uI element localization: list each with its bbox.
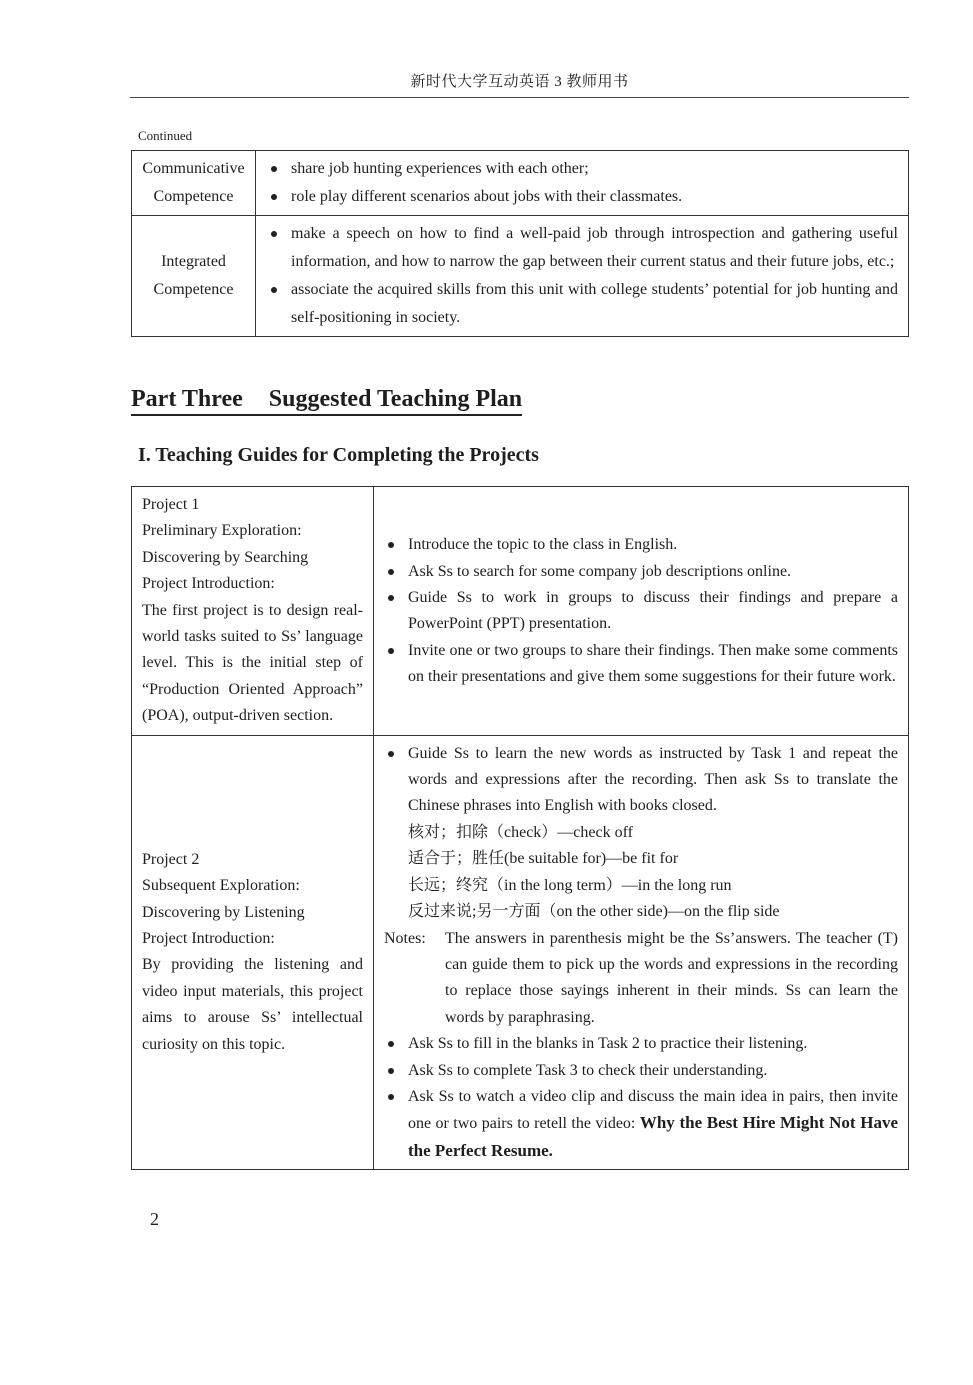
- project-1-intro: [132, 487, 374, 736]
- project-2-intro: [132, 735, 374, 1170]
- bullet-list: [384, 1031, 898, 1165]
- list-item: share job hunting experiences with each other;: [268, 155, 898, 183]
- project-intro-text: The first project is to design real-world tasks suited to Ss’ language level. This is the initial step of “Production Oriented Approach” (POA), output-driven section.: [142, 601, 363, 725]
- competence-label: Communicative Competence: [132, 151, 256, 216]
- notes: [384, 926, 898, 1032]
- list-item: role play different scenarios about jobs with their classmates.: [268, 183, 898, 211]
- page: [131, 72, 909, 1230]
- part-heading: [131, 385, 522, 416]
- table-row: [132, 487, 909, 736]
- project-method: Discovering by Listening: [142, 903, 305, 921]
- list-item: Ask Ss to complete Task 3 to check their understanding.: [384, 1058, 898, 1084]
- section-heading: I. Teaching Guides for Completing the Projects: [138, 444, 539, 466]
- part-label: Part Three: [131, 386, 243, 412]
- list-item: [384, 1084, 898, 1165]
- project-1-steps: [374, 487, 909, 736]
- project-exploration: Preliminary Exploration:: [142, 522, 302, 540]
- notes-label: Notes:: [384, 929, 426, 947]
- projects-table: [131, 486, 909, 1170]
- phrase-item: 反过来说;另一方面（on the other side)—on the flip side: [408, 903, 780, 921]
- list-item: Introduce the topic to the class in English.: [384, 532, 898, 558]
- competence-content: [256, 216, 909, 337]
- table-row: [132, 216, 909, 337]
- video-step-text: Ask Ss to watch a video clip and discuss the main idea in pairs, then invite one or two pairs to retell the video:: [408, 1087, 898, 1133]
- part-title: Suggested Teaching Plan: [268, 386, 523, 412]
- bullet-list: [268, 220, 898, 332]
- continued-label: Continued: [138, 128, 193, 143]
- page-number: 2: [150, 1209, 159, 1230]
- competence-table: [131, 150, 909, 337]
- list-item: Guide Ss to learn the new words as instructed by Task 1 and repeat the words and expressions after the recording. Then ask Ss to translate the Chinese phrases into English with books closed.: [384, 741, 898, 820]
- project-number: Project 2: [142, 850, 200, 868]
- list-item: Ask Ss to search for some company job descriptions online.: [384, 559, 898, 585]
- project-intro-label: Project Introduction:: [142, 575, 275, 593]
- notes-text: The answers in parenthesis might be the Ss’answers. The teacher (T) can guide them to pick up the words and expressions in the recording to replace those sayings inherent in their minds. Ss can learn the words by paraphrasing.: [445, 929, 898, 1026]
- list-item: Ask Ss to fill in the blanks in Task 2 to practice their listening.: [384, 1031, 898, 1057]
- bullet-list: [384, 532, 898, 690]
- bullet-list: [384, 741, 898, 820]
- phrase-item: 长远；终究（in the long term）—in the long run: [408, 876, 732, 894]
- competence-label: Integrated Competence: [132, 216, 256, 337]
- project-intro-label: Project Introduction:: [142, 930, 275, 947]
- phrase-list: [384, 820, 898, 926]
- project-2-steps: [374, 735, 909, 1170]
- table-row: [132, 735, 909, 1170]
- project-method: Discovering by Searching: [142, 548, 309, 566]
- running-header: 新时代大学互动英语 3 教师用书: [130, 72, 909, 98]
- list-item: Guide Ss to work in groups to discuss their findings and prepare a PowerPoint (PPT) presentation.: [384, 585, 898, 638]
- list-item: associate the acquired skills from this unit with college students’ potential for job hunting and self-positioning in society.: [268, 276, 898, 332]
- phrase-item: 适合于；胜任(be suitable for)—be fit for: [408, 850, 679, 868]
- list-item: make a speech on how to find a well-paid job through introspection and gathering useful information, and how to narrow the gap between their current status and their future jobs, etc.;: [268, 220, 898, 276]
- competence-content: [256, 151, 909, 216]
- project-intro-text: By providing the listening and video input materials, this project aims to arouse Ss’ intellectual curiosity on this topic.: [142, 956, 363, 1053]
- phrase-item: 核对；扣除（check）—check off: [408, 823, 633, 841]
- project-number: Project 1: [142, 496, 200, 513]
- bullet-list: [268, 155, 898, 211]
- video-title: Why the Best Hire Might Not Have the Perfect Resume.: [408, 1113, 898, 1160]
- table-row: [132, 151, 909, 216]
- list-item: Invite one or two groups to share their findings. Then make some comments on their presentations and give them some suggestions for their future work.: [384, 638, 898, 691]
- project-exploration: Subsequent Exploration:: [142, 877, 300, 895]
